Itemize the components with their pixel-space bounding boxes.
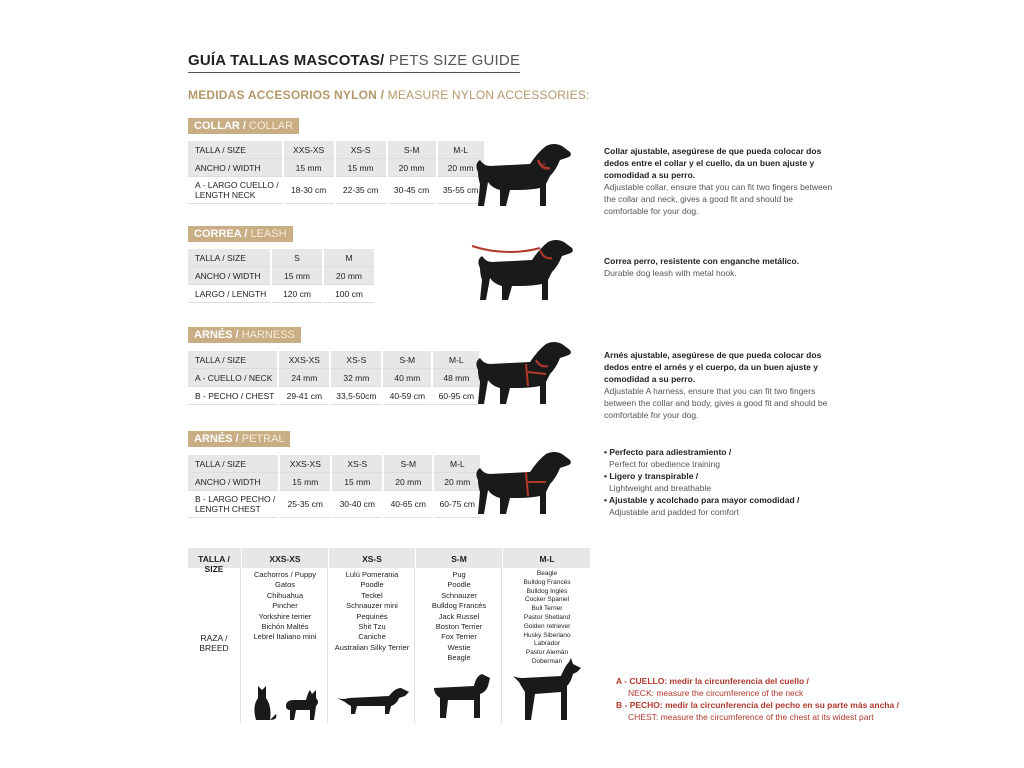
table-cell: S-M [383, 455, 433, 473]
cell-line: A - LARGO CUELLO / [195, 179, 279, 190]
table-row [188, 177, 484, 204]
breed-col-m-l [502, 548, 591, 723]
dog-harness-icon [470, 338, 574, 408]
table-cell: 22-35 cm [335, 177, 387, 204]
leash-table [188, 249, 374, 303]
table-row [188, 267, 374, 285]
table-cell: XXS-XS [279, 455, 331, 473]
leash-tag-en: LEASH [250, 228, 287, 240]
table-cell: XXS-XS [278, 351, 330, 369]
breed-label-col [188, 548, 240, 723]
table-cell: M [323, 249, 374, 267]
petral-tag-es: ARNÉS / [194, 433, 239, 445]
table-cell: 18-30 cm [283, 177, 335, 204]
bullet-es: • Perfecto para adiestramiento / [604, 447, 732, 457]
breed-col-s-m [415, 548, 502, 723]
table-cell: 15 mm [279, 473, 331, 491]
table-cell: 15 mm [271, 267, 323, 285]
bullet-en: Adjustable and padded for comfort [609, 507, 739, 517]
collar-marker-a: A [542, 162, 547, 168]
breed-col-header: XS-S [362, 554, 382, 564]
table-row [188, 369, 479, 387]
cell-line: B - LARGO PECHO / [195, 493, 276, 504]
dachshund-icon [335, 684, 411, 716]
table-cell: 40-65 cm [383, 491, 433, 518]
table-row [188, 249, 374, 267]
cell-line: LENGTH CHEST [195, 504, 261, 514]
table-cell: XS-S [331, 455, 383, 473]
table-cell: 60-75 cm [433, 491, 480, 518]
table-cell: 30-40 cm [331, 491, 383, 518]
harness-desc-es: Arnés ajustable, asegúrese de que pueda colocar dos dedos entre el arnés y el cuerpo, da un buen ajuste y comodidad a su perro. [604, 350, 822, 384]
page-title [188, 52, 520, 73]
table-row [188, 455, 480, 473]
page-subtitle [188, 88, 590, 102]
legend-a-es: A - CUELLO: medir la circunferencia del cuello / [616, 676, 809, 686]
table-cell: 40 mm [382, 369, 432, 387]
breed-list: Beagle Bulldog Francés Bulldog Inglés Cocker Spaniel Bull Terrier Pastor Shetland Golden retriever Husky Siberiano Labrador Pastor Alemán Doberman [523, 570, 571, 665]
table-cell: XXS-XS [283, 141, 335, 159]
table-cell: 35-55 cm [437, 177, 484, 204]
table-cell [188, 491, 279, 518]
table-row [188, 351, 479, 369]
bullet-en: Perfect for obedience training [609, 459, 721, 469]
petral-table [188, 455, 480, 518]
table-row [188, 491, 480, 518]
table-cell: 100 cm [323, 285, 374, 303]
table-cell [188, 177, 283, 204]
breed-label-line: BREED [199, 643, 229, 653]
table-cell: 20 mm [387, 159, 437, 177]
title-en: PETS SIZE GUIDE [388, 52, 521, 69]
leash-desc-es: Correa perro, resistente con enganche metálico. [604, 256, 800, 266]
leash-tag [188, 226, 293, 242]
legend-b-en: CHEST: measure the circumference of the chest at its widest part [628, 712, 874, 722]
breed-size-label: TALLA / SIZE [198, 554, 230, 574]
table-cell: ANCHO / WIDTH [188, 159, 283, 177]
dog-petral-icon [470, 448, 574, 518]
collar-description [604, 145, 836, 217]
table-cell: 20 mm [383, 473, 433, 491]
breed-list: Lulú Pomerania Poodle Teckel Schnauzer mini Pequinés Shit Tzu Caniche Australian Silky Terrier [334, 570, 410, 652]
doberman-icon [511, 656, 585, 722]
breed-col-xxs-xs [241, 548, 328, 723]
table-cell: 15 mm [331, 473, 383, 491]
table-cell: 29-41 cm [278, 387, 330, 405]
table-cell: XS-S [330, 351, 382, 369]
dog-collar-icon [470, 140, 574, 210]
leash-description [604, 255, 836, 279]
cell-line: LENGTH NECK [195, 190, 256, 200]
table-row [188, 285, 374, 303]
table-cell: 30-45 cm [387, 177, 437, 204]
table-cell: 48 mm [432, 369, 479, 387]
bullet-en: Lightweight and breathable [609, 483, 712, 493]
table-cell: TALLA / SIZE [188, 249, 271, 267]
collar-table [188, 141, 484, 204]
table-cell: M-L [437, 141, 484, 159]
table-cell: M-L [432, 351, 479, 369]
schnauzer-icon [430, 670, 492, 720]
collar-tag-en: COLLAR [249, 120, 294, 132]
breed-list: Pug Poodle Schnauzer Bulldog Francés Jack Russel Boston Terrier Fox Terrier Westie Beagle [431, 570, 487, 663]
table-cell: 20 mm [323, 267, 374, 285]
table-cell: ANCHO / WIDTH [188, 267, 271, 285]
table-cell: 15 mm [335, 159, 387, 177]
petral-bullets [604, 446, 844, 518]
collar-desc-es: Collar ajustable, asegúrese de que pueda colocar dos dedos entre el collar y el cuello, da un buen ajuste y comodidad a su perro. [604, 146, 822, 180]
breed-col-header: S-M [451, 554, 467, 564]
petral-tag-en: PETRAL [241, 433, 285, 445]
table-cell: 33,5-50cm [330, 387, 382, 405]
breed-label [188, 633, 240, 653]
table-cell: S-M [387, 141, 437, 159]
table-cell: LARGO / LENGTH [188, 285, 271, 303]
table-cell: S [271, 249, 323, 267]
table-row [188, 473, 480, 491]
harness-tag-es: ARNÉS / [194, 329, 239, 341]
bullet-item [604, 446, 844, 470]
breed-label-line: RAZA / [200, 633, 228, 643]
harness-description [604, 349, 836, 421]
breed-list: Cachorros / Puppy Gatos Chihuahua Pincher Yorkshire terrier Bichón Maltés Lebrel Italiano mini [253, 570, 317, 642]
cat-chihuahua-icon [246, 676, 326, 722]
table-cell: A - CUELLO / NECK [188, 369, 278, 387]
table-cell: 24 mm [278, 369, 330, 387]
table-cell: 25-35 cm [279, 491, 331, 518]
collar-desc-en: Adjustable collar, ensure that you can fit two fingers between the collar and neck, gives a good fit and should be comfortable for your dog. [604, 182, 833, 216]
table-cell: M-L [433, 455, 480, 473]
table-cell: 120 cm [271, 285, 323, 303]
dog-leash-icon [470, 236, 576, 304]
table-cell: ANCHO / WIDTH [188, 473, 279, 491]
collar-tag-es: COLLAR / [194, 120, 246, 132]
harness-table [188, 351, 479, 405]
title-es: GUÍA TALLAS MASCOTAS/ [188, 52, 385, 69]
breed-col-header: M-L [539, 554, 555, 564]
table-cell: S-M [382, 351, 432, 369]
table-cell: 15 mm [283, 159, 335, 177]
table-cell: 32 mm [330, 369, 382, 387]
table-cell: TALLA / SIZE [188, 455, 279, 473]
table-cell: 20 mm [437, 159, 484, 177]
table-cell: 40-59 cm [382, 387, 432, 405]
leash-desc-en: Durable dog leash with metal hook. [604, 268, 737, 278]
bullet-item [604, 470, 844, 494]
legend-a-en: NECK: measure the circumference of the neck [628, 688, 804, 698]
table-cell: B - PECHO / CHEST [188, 387, 278, 405]
table-row [188, 141, 484, 159]
breed-col-xs-s [328, 548, 415, 723]
table-row [188, 159, 484, 177]
breed-col-header: XXS-XS [269, 554, 301, 564]
bullet-es: • Ajustable y acolchado para mayor comodidad / [604, 495, 800, 505]
harness-tag [188, 327, 301, 343]
bullet-item [604, 494, 844, 518]
petral-tag [188, 431, 290, 447]
collar-tag [188, 118, 299, 134]
legend-b-es: B - PECHO: medir la circunferencia del pecho en su parte más ancha / [616, 700, 899, 710]
table-cell: TALLA / SIZE [188, 141, 283, 159]
measure-legend [616, 675, 899, 723]
table-row [188, 387, 479, 405]
table-cell: 20 mm [433, 473, 480, 491]
table-cell: TALLA / SIZE [188, 351, 278, 369]
breed-table [188, 548, 590, 723]
harness-desc-en: Adjustable A harness, ensure that you can fit two fingers between the collar and body, gives a good fit and should be comfortable for your dog. [604, 386, 828, 420]
table-cell: 60-95 cm [432, 387, 479, 405]
subtitle-es: MEDIDAS ACCESORIOS NYLON / [188, 88, 385, 102]
bullet-es: • Ligero y transpirable / [604, 471, 699, 481]
table-cell: XS-S [335, 141, 387, 159]
leash-tag-es: CORREA / [194, 228, 248, 240]
subtitle-en: MEASURE NYLON ACCESSORIES: [387, 88, 590, 102]
harness-tag-en: HARNESS [241, 329, 295, 341]
